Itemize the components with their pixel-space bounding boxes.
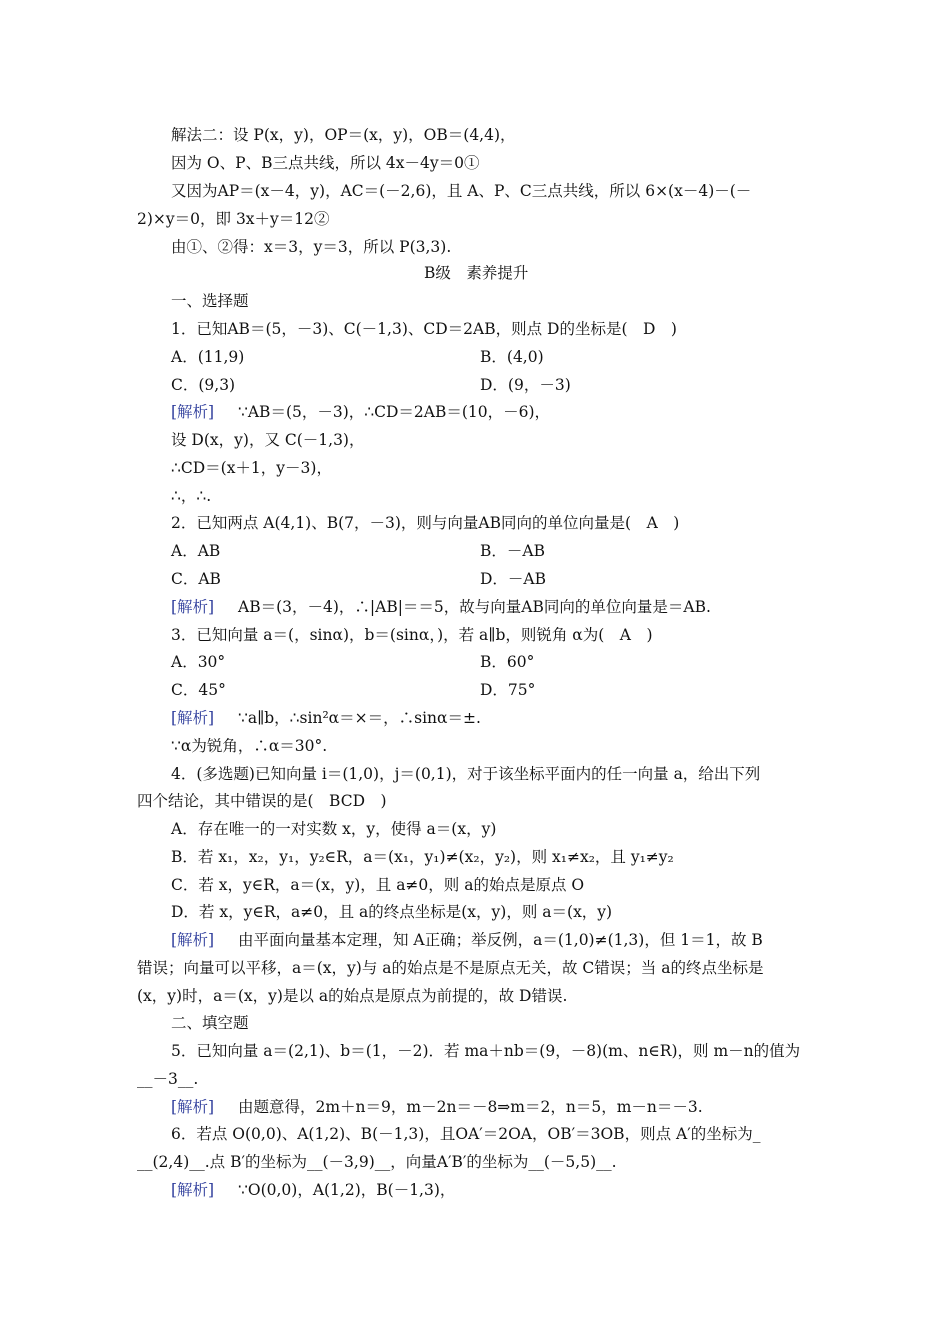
option-a: A．存在唯一的一对实数 x，y，使得 a＝(x，y) [171,820,497,838]
question-line: 6．若点 O(0,0)、A(1,2)、B(－1,3)，且OA′＝2OA，OB′＝3OB，则点 A′的坐标为_ [171,1125,761,1143]
option-c: C．若 x，y∈R，a＝(x，y)，且 a≠0，则 a的始点是原点 O [171,876,585,894]
analysis-label: [解析] [171,1181,215,1199]
question-line: 2．已知两点 A(4,1)、B(7，－3)，则与向量AB同向的单位向量是( A ) [171,514,680,532]
answer-blank: __(2,4)__.点 B′的坐标为__(－3,9)__，向量A′B′的坐标为__(－5,5)__. [137,1153,617,1171]
analysis-label: [解析] [171,931,215,949]
text-line: 因为 O、P、B三点共线，所以 4x－4y＝0① [171,154,480,172]
text-line: AB＝(3，－4)，∴|AB|＝＝5，故与向量AB同向的单位向量是＝AB. [238,598,711,616]
analysis-label: [解析] [171,598,215,616]
option-c: C．45° [171,681,226,699]
text-line: ∵a∥b，∴sin²α＝×＝，∴sinα＝±. [238,709,481,727]
text-line: ∵AB＝(5，－3)，∴CD＝2AB＝(10，－6)， [238,403,551,421]
analysis-label: [解析] [171,709,215,727]
option-d: D．75° [480,681,536,699]
text-line: ∴，∴. [171,487,212,505]
option-c: C．(9,3) [171,376,236,394]
text-line: 2)×y＝0，即 3x＋y＝12② [137,210,330,228]
text-line: ∵O(0,0)，A(1,2)，B(－1,3)， [238,1181,456,1199]
text-line: 解法二：设 P(x，y)，OP＝(x，y)，OB＝(4,4)， [171,126,516,144]
option-a: A．(11,9) [171,348,245,366]
option-d: D．(9，－3) [480,376,571,394]
text-line: 由平面向量基本定理，知 A正确；举反例，a＝(1,0)≠(1,3)，但 1＝1，故 B [238,931,763,949]
option-a: A．AB [171,542,221,560]
option-d: D．－AB [480,570,547,588]
question-line: 3．已知向量 a＝(，sinα)，b＝(sinα，)，若 a∥b，则锐角 α为( A ) [171,626,653,644]
analysis-label: [解析] [171,403,215,421]
text-line: ∵α为锐角，∴α＝30°. [171,737,328,755]
text-line: 错误；向量可以平移，a＝(x，y)与 a的始点是不是原点无关，故 C错误；当 a的终点坐标是 [137,959,764,977]
option-b: B．－AB [480,542,545,560]
question-line: 四个结论，其中错误的是( BCD ) [137,792,387,810]
option-b: B．若 x₁，x₂，y₁，y₂∈R，a＝(x₁，y₁)≠(x₂，y₂)，则 x₁≠x₂，且 y₁≠y₂ [171,848,674,866]
analysis-label: [解析] [171,1098,215,1116]
text-line: 由题意得，2m＋n＝9，m－2n＝－8⇒m＝2，n＝5，m－n＝－3. [238,1098,703,1116]
text-line: (x，y)时，a＝(x，y)是以 a的始点是原点为前提的，故 D错误. [137,987,568,1005]
text-line: 设 D(x，y)，又 C(－1,3)， [171,431,365,449]
option-b: B．60° [480,653,535,671]
text-line: 由①、②得：x＝3，y＝3，所以 P(3,3). [171,238,452,256]
text-line: ∴CD＝(x＋1，y－3)， [171,459,332,477]
text-line: 又因为AP＝(x－4，y)，AC＝(－2,6)，且 A、P、C三点共线，所以 6×(x－4)－(－ [171,182,752,200]
question-line: 5．已知向量 a＝(2,1)、b＝(1，－2)．若 ma＋nb＝(9，－8)(m、n∈R)，则 m－n的值为 [171,1042,801,1060]
answer-blank: __－3__. [137,1070,199,1088]
question-line: 4．(多选题)已知向量 i＝(1,0)，j＝(0,1)，对于该坐标平面内的任一向量 a，给出下列 [171,765,761,783]
section-heading: 一、选择题 [171,292,249,310]
section-heading: 二、填空题 [171,1014,249,1032]
section-heading: B级 素养提升 [424,264,529,282]
option-d: D．若 x，y∈R，a≠0，且 a的终点坐标是(x，y)，则 a＝(x，y) [171,903,613,921]
option-c: C．AB [171,570,221,588]
option-a: A．30° [171,653,226,671]
question-line: 1．已知AB＝(5，－3)、C(－1,3)、CD＝2AB，则点 D的坐标是( D ) [171,320,677,338]
option-b: B．(4,0) [480,348,544,366]
